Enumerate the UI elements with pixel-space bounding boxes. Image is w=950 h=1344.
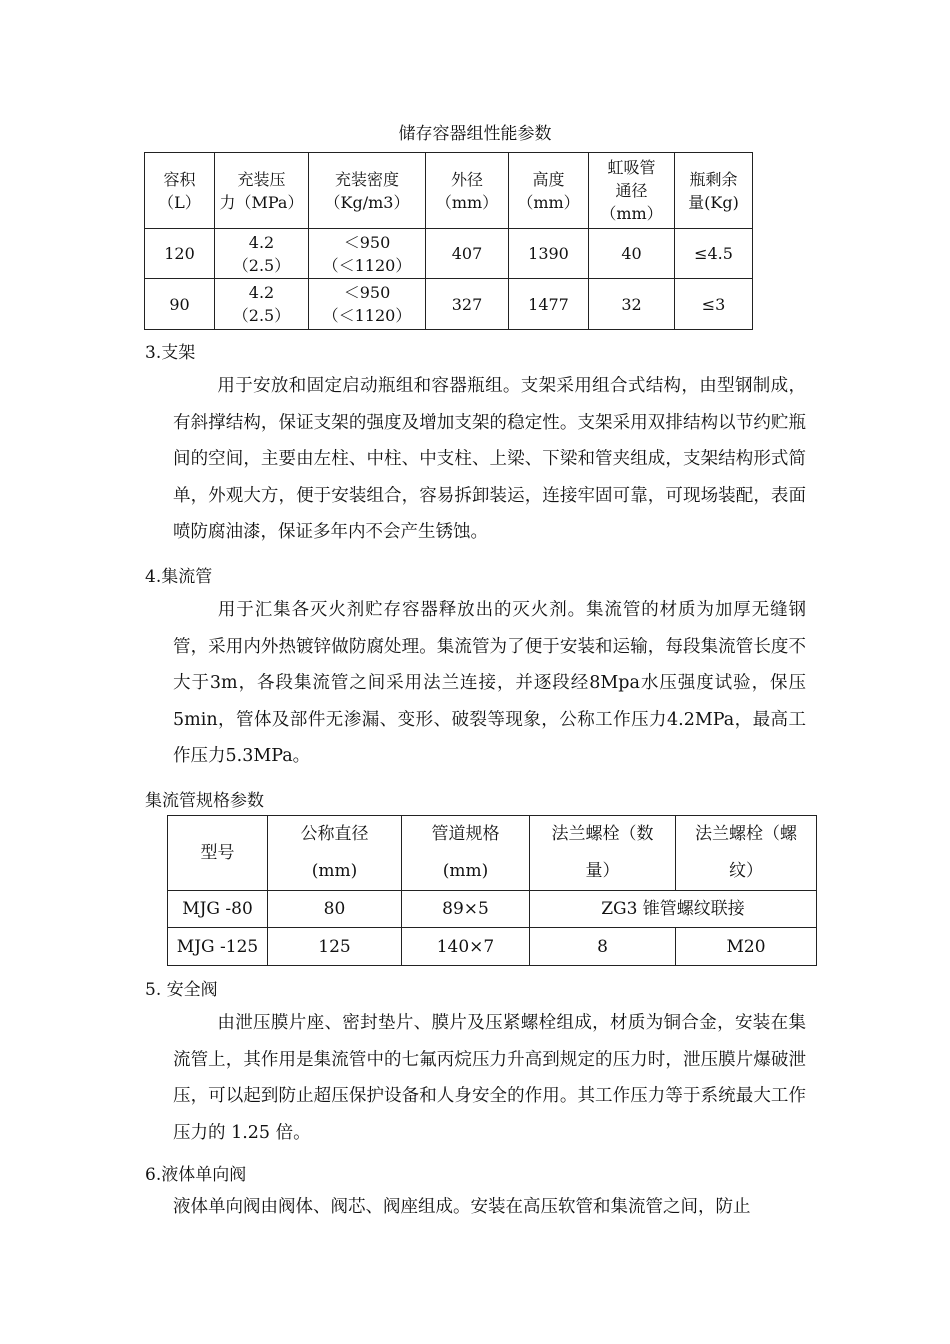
manifold-spec-table [167, 815, 817, 966]
table-cell: 125 [268, 928, 402, 966]
table-cell: ≤4.5 [675, 229, 753, 279]
header-cell: 法兰螺栓（螺 纹） [676, 816, 817, 891]
table1-caption: 储存容器组性能参数 [398, 124, 552, 144]
table2-caption: 集流管规格参数 [145, 791, 264, 811]
table-row [145, 229, 753, 279]
header-cell: 公称直径 (mm) [268, 816, 402, 891]
table-cell: 1477 [509, 279, 589, 330]
header-cell: 充装压 力（MPa） [215, 153, 309, 229]
header-cell: 瓶剩余 量(Kg) [675, 153, 753, 229]
section-3-paragraph [173, 368, 806, 551]
section-6-heading: 6.液体单向阀 [145, 1165, 247, 1185]
header-cell: 容积 （L） [145, 153, 215, 229]
table-cell: ＜950 （＜1120） [309, 229, 426, 279]
header-cell: 型号 [168, 816, 268, 891]
table-cell: 327 [426, 279, 509, 330]
header-cell: 法兰螺栓（数 量） [530, 816, 676, 891]
table-cell: 8 [530, 928, 676, 966]
header-cell: 外径 （mm） [426, 153, 509, 229]
table-cell: 40 [589, 229, 675, 279]
table-cell: 140×7 [402, 928, 530, 966]
table-cell: ＜950 （＜1120） [309, 279, 426, 330]
table-cell: 120 [145, 229, 215, 279]
table-row [168, 891, 817, 928]
header-cell: 管道规格 (mm) [402, 816, 530, 891]
paragraph-text: 用于安放和固定启动瓶组和容器瓶组。支架采用组合式结构，由型钢制成，有斜撑结构，保证支架的强度及增加支架的稳定性。支架采用双排结构以节约贮瓶间的空间，主要由左柱、中柱、中支柱、上梁、下梁和管夹组成，支架结构形式简单，外观大方，便于安装组合，容易拆卸装运，连接牢固可靠，可现场装配，表面喷防腐油漆，保证多年内不会产生锈蚀。 [173, 376, 806, 542]
section-6-paragraph: 液体单向阀由阀体、阀芯、阀座组成。安装在高压软管和集流管之间，防止 [173, 1197, 751, 1217]
section-5-heading: 5. 安全阀 [145, 980, 218, 1000]
table-cell: 32 [589, 279, 675, 330]
storage-container-table [144, 152, 753, 330]
header-cell: 虹吸管 通径 （mm） [589, 153, 675, 229]
paragraph-text: 用于汇集各灭火剂贮存容器释放出的灭火剂。集流管的材质为加厚无缝钢管，采用内外热镀锌做防腐处理。集流管为了便于安装和运输，每段集流管长度不大于3m，各段集流管之间采用法兰连接，并逐段经8Mpa水压强度试验，保压 5min，管体及部件无渗漏、变形、破裂等现象，公称工作压力4.2MPa，最高工作压力5.3MPa。 [173, 600, 806, 766]
table-cell: ZG3 锥管螺纹联接 [530, 891, 817, 928]
table-cell: 90 [145, 279, 215, 330]
header-cell: 充装密度 （Kg/m3） [309, 153, 426, 229]
section-4-heading: 4.集流管 [145, 567, 213, 587]
table-cell: 4.2 （2.5） [215, 279, 309, 330]
table-cell: MJG -80 [168, 891, 268, 928]
section-3-heading: 3.支架 [145, 343, 196, 363]
paragraph-text: 由泄压膜片座、密封垫片、膜片及压紧螺栓组成，材质为铜合金，安装在集流管上，其作用是集流管中的七氟丙烷压力升高到规定的压力时，泄压膜片爆破泄压，可以起到防止超压保护设备和人身安全的作用。其工作压力等于系统最大工作压力的 1.25 倍。 [173, 1013, 806, 1143]
table-cell: 4.2 （2.5） [215, 229, 309, 279]
table-row [145, 279, 753, 330]
table-cell: 1390 [509, 229, 589, 279]
header-cell: 高度 （mm） [509, 153, 589, 229]
section-5-paragraph [173, 1005, 806, 1151]
table-cell: ≤3 [675, 279, 753, 330]
table-cell: 80 [268, 891, 402, 928]
table-cell: M20 [676, 928, 817, 966]
table-cell: 89×5 [402, 891, 530, 928]
table-row [168, 928, 817, 966]
table-cell: 407 [426, 229, 509, 279]
table-cell: MJG -125 [168, 928, 268, 966]
section-4-paragraph [173, 592, 806, 775]
